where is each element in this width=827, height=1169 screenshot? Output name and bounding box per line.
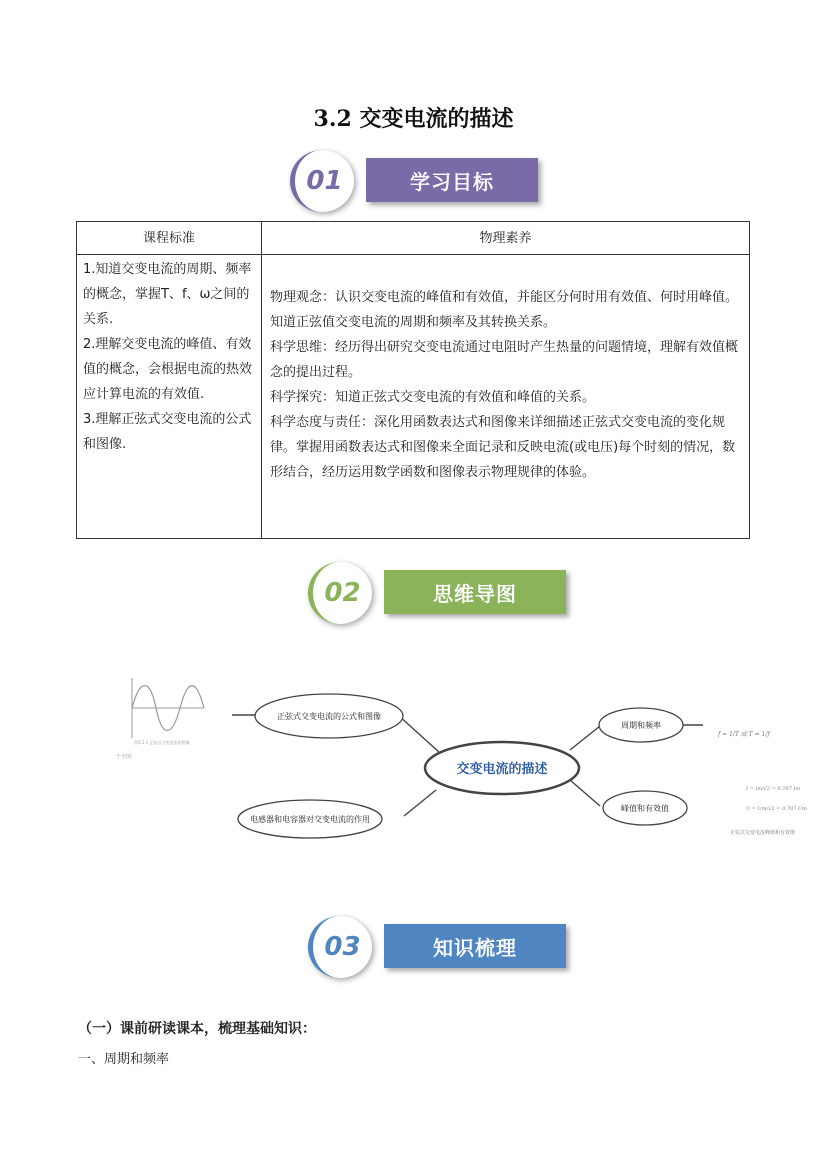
section-number: 02 [308,562,372,624]
mind-map-node-center [425,742,579,794]
formula-period: f = 1/T 或 T = 1/f [718,731,770,738]
standard-item: 2.理解交变电流的峰值、有效值的概念，会根据电流的热效应计算电流的有效值. [83,337,253,402]
svg-text:交变电流的描述: 交变电流的描述 [456,762,548,777]
formula-caption: 正弦式交变电流峰值和有效值 [730,830,796,836]
literacy-item: 科学态度与责任：深化用函数表达式和图像来详细描述正弦式交变电流的变化规律。掌握用函数表达式和图像来全面记录和反映电流(或电压)每个时刻的情况，数形结合，经历运用数学函数和图像表示物理规律的体验。 [270,415,736,480]
section-label: 学习目标 [366,158,538,202]
sub-heading: 一、周期和频率 [78,1052,170,1067]
svg-text:峰值和有效值: 峰值和有效值 [621,804,669,813]
graph-caption: 图3.2-1 正弦式交变电流的图像 [134,740,190,745]
svg-text:周期和频率: 周期和频率 [621,721,661,730]
goals-table [76,221,750,539]
section-heading: （一）课前研读课本，梳理基础知识： [78,1021,316,1037]
section-number: 01 [290,150,354,212]
formula-current: I = Im/√2 = 0.707 Im [746,786,801,792]
standards-cell [77,255,262,539]
section-label: 思维导图 [384,570,566,614]
literacy-item: 科学思维：经历得出研究交变电流通过电阻时产生热量的问题情境，理解有效值概念的提出过程。 [270,340,739,380]
mind-map-node-left-bottom [238,800,382,838]
mind-map-node-left-top [255,694,403,738]
graph-note: 于全图： [116,754,137,760]
mind-map-node-right-bottom [603,791,687,825]
standard-item: 3.理解正弦式交变电流的公式和图像. [83,412,252,452]
section-badge-knowledge [308,916,568,978]
literacy-item: 科学探究：知道正弦式交变电流的有效值和峰值的关系。 [270,390,596,405]
section-label: 知识梳理 [384,924,566,968]
page-title: 3.2 交变电流的描述 [313,106,514,132]
literacy-item: 物理观念：认识交变电流的峰值和有效值，并能区分何时用有效值、何时用峰值。知道正弦值交变电流的周期和频率及其转换关系。 [270,290,739,330]
section-number: 03 [308,916,372,978]
mind-map [110,668,820,858]
mind-map-node-right-top [599,708,683,742]
section-badge-mindmap [308,562,568,624]
standard-item: 1.知道交变电流的周期、频率的概念，掌握T、f、ω之间的关系. [83,262,252,327]
section-badge-goals [290,150,540,212]
svg-text:正弦式交变电流的公式和图像: 正弦式交变电流的公式和图像 [277,712,381,721]
table-header-standard: 课程标准 [77,222,262,255]
svg-text:电感器和电容器对交变电流的作用: 电感器和电容器对交变电流的作用 [250,815,370,824]
sine-graph-thumbnail [116,678,204,760]
table-header-literacy: 物理素养 [262,222,750,255]
formula-voltage: U = Um/√2 = 0.707 Um [746,806,807,812]
literacy-cell [262,255,750,539]
